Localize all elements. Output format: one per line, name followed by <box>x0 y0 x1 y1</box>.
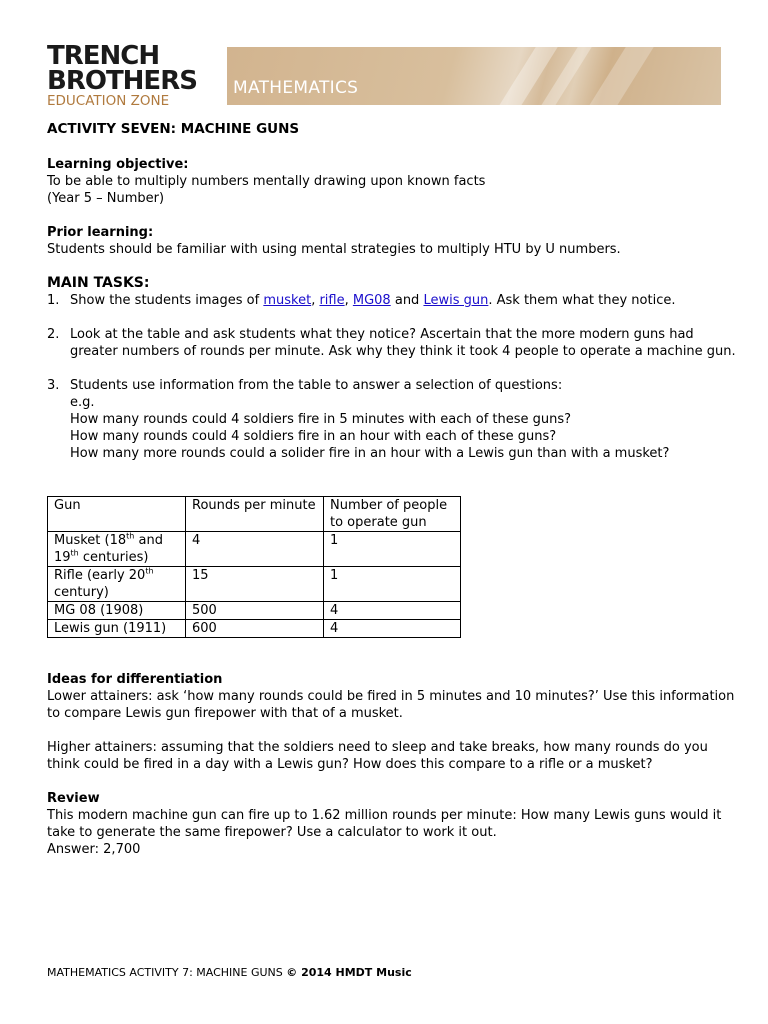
task-3-intro: Students use information from the table to answer a selection of questions: <box>70 378 563 393</box>
task-number: 3. <box>47 378 60 393</box>
separator: , <box>311 293 320 308</box>
learning-objective-text: To be able to multiply numbers mentally drawing upon known facts <box>47 174 486 189</box>
people-cell: 4 <box>324 620 461 638</box>
people-cell: 1 <box>324 532 461 567</box>
lower-attainers-text: Lower attainers: ask ‘how many rounds could be fired in 5 minutes and 10 minutes?’ Use this information to compare Lewis gun firepower with that of a musket. <box>47 689 735 721</box>
logo-line-2: BROTHERS <box>47 66 197 96</box>
footer-text: MATHEMATICS ACTIVITY 7: MACHINE GUNS <box>47 966 287 979</box>
rounds-cell: 600 <box>186 620 324 638</box>
task-number: 1. <box>47 293 60 308</box>
lewis-gun-link[interactable]: Lewis gun <box>423 293 489 308</box>
page-footer <box>47 966 412 979</box>
document-body <box>47 121 737 858</box>
task-1 <box>47 292 737 309</box>
subject-banner <box>227 47 721 105</box>
main-tasks-heading: MAIN TASKS: <box>47 275 150 291</box>
banner-stripe <box>582 47 660 105</box>
task-3-question: How many rounds could 4 soldiers fire in an hour with each of these guns? <box>70 429 557 444</box>
superscript: th <box>145 566 154 576</box>
table-row <box>48 602 461 620</box>
table-row <box>48 567 461 602</box>
table-row <box>48 532 461 567</box>
gun-cell <box>48 532 186 567</box>
differentiation-heading: Ideas for differentiation <box>47 672 223 687</box>
rounds-cell: 15 <box>186 567 324 602</box>
superscript: th <box>70 548 79 558</box>
task-2 <box>47 326 737 360</box>
task-3-eg: e.g. <box>70 395 95 410</box>
rifle-link[interactable]: rifle <box>319 293 345 308</box>
review-text: This modern machine gun can fire up to 1.62 million rounds per minute: How many Lewis guns would it take to generate the same firepower? Use a calculator to work it out. <box>47 808 722 840</box>
task-1-suffix: . Ask them what they notice. <box>488 293 676 308</box>
logo-subtitle: EDUCATION ZONE <box>47 93 170 109</box>
musket-link[interactable]: musket <box>263 293 312 308</box>
review-heading: Review <box>47 791 100 806</box>
gun-cell: Lewis gun (1911) <box>48 620 186 638</box>
banner-title: MATHEMATICS <box>233 78 359 98</box>
gun-cell: MG 08 (1908) <box>48 602 186 620</box>
rounds-cell: 4 <box>186 532 324 567</box>
task-2-text: Look at the table and ask students what they notice? Ascertain that the more modern guns had greater numbers of rounds per minute. Ask why they think it took 4 people to operate a machine gun. <box>70 327 736 359</box>
prior-learning-text: Students should be familiar with using mental strategies to multiply HTU by U numbers. <box>47 242 621 257</box>
activity-title: ACTIVITY SEVEN: MACHINE GUNS <box>47 121 300 137</box>
gun-cell <box>48 567 186 602</box>
table-header-row <box>48 497 461 532</box>
table-header-cell: Rounds per minute <box>186 497 324 532</box>
people-cell: 4 <box>324 602 461 620</box>
people-cell: 1 <box>324 567 461 602</box>
prior-learning-heading: Prior learning: <box>47 225 154 240</box>
mg08-link[interactable]: MG08 <box>352 293 391 308</box>
task-3-question: How many rounds could 4 soldiers fire in 5 minutes with each of these guns? <box>70 412 572 427</box>
task-number: 2. <box>47 327 60 342</box>
review-answer: Answer: 2,700 <box>47 842 141 857</box>
trench-brothers-logo <box>47 41 197 109</box>
separator: , <box>344 293 353 308</box>
task-3-question: How many more rounds could a solider fire in an hour with a Lewis gun than with a musket? <box>70 446 670 461</box>
table-row <box>48 620 461 638</box>
gun-text: century) <box>54 585 109 600</box>
gun-table <box>47 496 461 638</box>
learning-objective-heading: Learning objective: <box>47 157 189 172</box>
table-header-cell: Gun <box>48 497 186 532</box>
gun-text: Musket (18 <box>54 533 127 548</box>
task-3 <box>47 377 737 462</box>
superscript: th <box>126 531 135 541</box>
table-header-cell: Number of people to operate gun <box>324 497 461 532</box>
gun-text: Rifle (early 20 <box>54 568 146 583</box>
learning-objective-year: (Year 5 – Number) <box>47 191 165 206</box>
higher-attainers-text: Higher attainers: assuming that the soldiers need to sleep and take breaks, how many rounds do you think could be fired in a day with a Lewis gun? How does this compare to a rifle or a musket? <box>47 740 708 772</box>
task-1-prefix: Show the students images of <box>70 293 264 308</box>
rounds-cell: 500 <box>186 602 324 620</box>
gun-text: centuries) <box>78 550 149 565</box>
logo-line-1: TRENCH <box>47 41 160 71</box>
separator: and <box>390 293 424 308</box>
footer-copyright: © 2014 HMDT Music <box>286 966 412 979</box>
gun-text: and 19 <box>54 533 163 565</box>
